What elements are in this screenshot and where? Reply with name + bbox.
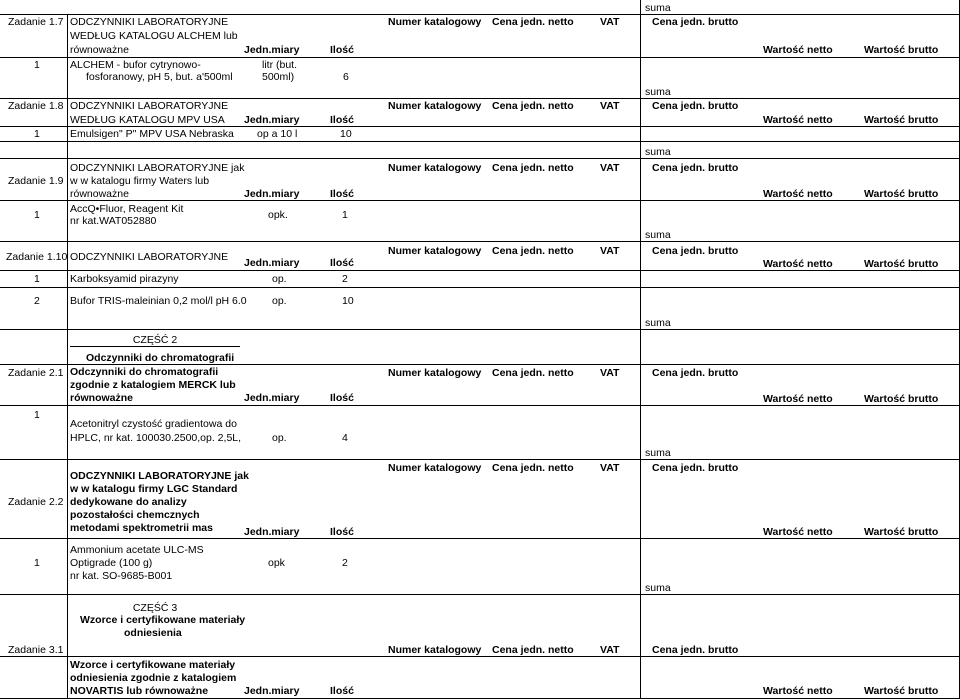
net-price-header: Cena jedn. netto	[492, 462, 574, 474]
suma-label: suma	[645, 447, 671, 459]
task-title-line: zgodnie z katalogiem MERCK lub	[70, 379, 236, 391]
vat-header: VAT	[600, 16, 620, 28]
task-title-line: dedykowane do analizy	[70, 496, 187, 508]
task-title-line: równoważne	[70, 44, 129, 56]
gross-price-header: Cena jedn. brutto	[652, 367, 739, 379]
item-unit-line: op.	[272, 295, 287, 307]
item-quantity: 10	[342, 295, 354, 307]
task-title-line: ODCZYNNIKI LABORATORYJNE jak	[70, 470, 249, 482]
suma-label: suma	[645, 582, 671, 594]
gross-price-header: Cena jedn. brutto	[652, 462, 739, 474]
item-name-line: Karboksyamid pirazyny	[70, 273, 179, 285]
net-value-header: Wartość netto	[763, 685, 833, 697]
task-title-line: ODCZYNNIKI LABORATORYJNE jak	[70, 162, 245, 174]
suma-label: suma	[645, 2, 671, 14]
net-price-header: Cena jedn. netto	[492, 367, 574, 379]
task-title-line: NOVARTIS lub równoważne	[70, 685, 209, 697]
catalog-number-header: Numer katalogowy	[388, 245, 482, 257]
item-unit-line: opk	[268, 557, 285, 569]
task-title-line: ODCZYNNIKI LABORATORYJNE	[70, 251, 229, 263]
vat-header: VAT	[600, 100, 620, 112]
task-title-line: ODCZYNNIKI LABORATORYJNE	[70, 16, 229, 28]
part-heading: CZĘŚĆ 2	[132, 334, 178, 346]
quantity-header: Ilość	[330, 188, 354, 200]
net-price-header: Cena jedn. netto	[492, 644, 574, 656]
task-label: Zadanie 2.2	[8, 496, 64, 508]
net-value-header: Wartość netto	[763, 188, 833, 200]
gross-value-header: Wartość brutto	[864, 114, 939, 126]
net-value-header: Wartość netto	[763, 393, 833, 405]
net-value-header: Wartość netto	[763, 114, 833, 126]
task-label: Zadanie 1.10	[6, 251, 68, 263]
item-name-line: HPLC, nr kat. 100030.2500,op. 2,5L,	[70, 432, 242, 444]
item-name-line: Emulsigen" P" MPV USA Nebraska	[70, 128, 234, 140]
item-quantity: 6	[343, 71, 349, 83]
item-name-line: Ammonium acetate ULC-MS	[70, 544, 204, 556]
item-quantity: 4	[342, 432, 348, 444]
task-label: Zadanie 3.1	[8, 644, 64, 656]
catalog-number-header: Numer katalogowy	[388, 162, 482, 174]
catalog-number-header: Numer katalogowy	[388, 100, 482, 112]
gross-price-header: Cena jedn. brutto	[652, 245, 739, 257]
vat-header: VAT	[600, 245, 620, 257]
quantity-header: Ilość	[330, 392, 354, 404]
unit-header: Jedn.miary	[244, 44, 300, 56]
part-title: Odczynniki do chromatografii	[86, 352, 235, 364]
item-number: 1	[34, 209, 40, 221]
part-title-line: odniesienia	[124, 627, 182, 639]
item-name-line: Optigrade (100 g)	[70, 557, 153, 569]
item-unit-line: opk.	[268, 209, 288, 221]
net-value-header: Wartość netto	[763, 526, 833, 538]
quantity-header: Ilość	[330, 526, 354, 538]
net-value-header: Wartość netto	[763, 258, 833, 270]
item-number: 1	[34, 409, 40, 421]
vat-header: VAT	[600, 162, 620, 174]
vat-header: VAT	[600, 462, 620, 474]
item-name-line: Bufor TRIS-maleinian 0,2 mol/l pH 6.0	[70, 295, 247, 307]
catalog-number-header: Numer katalogowy	[388, 367, 482, 379]
item-quantity: 2	[342, 273, 348, 285]
gross-value-header: Wartość brutto	[864, 526, 939, 538]
unit-header: Jedn.miary	[244, 188, 300, 200]
quantity-header: Ilość	[330, 685, 354, 697]
item-number: 1	[34, 59, 40, 71]
vat-header: VAT	[600, 644, 620, 656]
catalog-number-header: Numer katalogowy	[388, 644, 482, 656]
unit-header: Jedn.miary	[244, 685, 300, 697]
net-price-header: Cena jedn. netto	[492, 162, 574, 174]
gross-price-header: Cena jedn. brutto	[652, 644, 739, 656]
task-title-line: w w katalogu firmy Waters lub	[70, 175, 210, 187]
quantity-header: Ilość	[330, 257, 354, 269]
gross-value-header: Wartość brutto	[864, 44, 939, 56]
item-number: 1	[34, 557, 40, 569]
suma-label: suma	[645, 86, 671, 98]
item-quantity: 1	[342, 209, 348, 221]
quantity-header: Ilość	[330, 114, 354, 126]
unit-header: Jedn.miary	[244, 114, 300, 126]
suma-label: suma	[645, 229, 671, 241]
gross-value-header: Wartość brutto	[864, 685, 939, 697]
unit-header: Jedn.miary	[244, 526, 300, 538]
task-title-line: równoważne	[70, 392, 134, 404]
task-label: Zadanie 1.7	[8, 16, 64, 28]
gross-value-header: Wartość brutto	[864, 188, 939, 200]
suma-label: suma	[645, 146, 671, 158]
item-unit-line: litr (but.	[262, 59, 298, 71]
gross-value-header: Wartość brutto	[864, 393, 939, 405]
quantity-header: Ilość	[330, 44, 354, 56]
net-value-header: Wartość netto	[763, 44, 833, 56]
net-price-header: Cena jedn. netto	[492, 245, 574, 257]
item-name-line: fosforanowy, pH 5, but. a'500ml	[86, 71, 233, 83]
gross-price-header: Cena jedn. brutto	[652, 16, 739, 28]
task-label: Zadanie 1.9	[8, 175, 64, 187]
task-title-line: Wzorce i certyfikowane materiały	[70, 659, 236, 671]
task-label: Zadanie 2.1	[8, 367, 64, 379]
gross-value-header: Wartość brutto	[864, 258, 939, 270]
task-label: Zadanie 1.8	[8, 100, 64, 112]
task-title-line: pozostałości chemcznych	[70, 509, 200, 521]
part-heading: CZĘŚĆ 3	[132, 602, 178, 614]
item-unit-line: op.	[272, 432, 287, 444]
unit-header: Jedn.miary	[244, 392, 300, 404]
item-name-line: AccQ•Fluor, Reagent Kit	[70, 203, 184, 215]
item-name-line: nr kat. SO-9685-B001	[70, 570, 173, 582]
part-title-line: Wzorce i certyfikowane materiały	[80, 614, 246, 626]
vat-header: VAT	[600, 367, 620, 379]
task-title-line: w w katalogu firmy LGC Standard	[70, 483, 238, 495]
task-title-line: WEDŁUG KATALOGU MPV USA	[70, 114, 225, 126]
catalog-number-header: Numer katalogowy	[388, 462, 482, 474]
net-price-header: Cena jedn. netto	[492, 100, 574, 112]
item-name-line: ALCHEM - bufor cytrynowo-	[70, 59, 201, 71]
item-quantity: 10	[340, 128, 352, 140]
item-unit-line: op.	[272, 273, 287, 285]
item-unit-line: op a 10 l	[257, 128, 298, 140]
catalog-number-header: Numer katalogowy	[388, 16, 482, 28]
task-title-line: metodami spektrometrii mas	[70, 522, 213, 534]
item-name-line: Acetonitryl czystość gradientowa do	[70, 418, 237, 430]
item-unit-line: 500ml)	[262, 71, 295, 83]
task-title-line: WEDŁUG KATALOGU ALCHEM lub	[70, 30, 238, 42]
item-number: 2	[34, 295, 40, 307]
net-price-header: Cena jedn. netto	[492, 16, 574, 28]
task-title-line: równoważne	[70, 188, 129, 200]
item-name-line: nr kat.WAT052880	[70, 215, 157, 227]
task-title-line: ODCZYNNIKI LABORATORYJNE	[70, 100, 229, 112]
item-quantity: 2	[342, 557, 348, 569]
item-number: 1	[34, 128, 40, 140]
gross-price-header: Cena jedn. brutto	[652, 162, 739, 174]
suma-label: suma	[645, 317, 671, 329]
gross-price-header: Cena jedn. brutto	[652, 100, 739, 112]
task-title-line: Odczynniki do chromatografii	[70, 366, 219, 378]
item-number: 1	[34, 273, 40, 285]
task-title-line: odniesienia zgodnie z katalogiem	[70, 672, 237, 684]
unit-header: Jedn.miary	[244, 257, 300, 269]
